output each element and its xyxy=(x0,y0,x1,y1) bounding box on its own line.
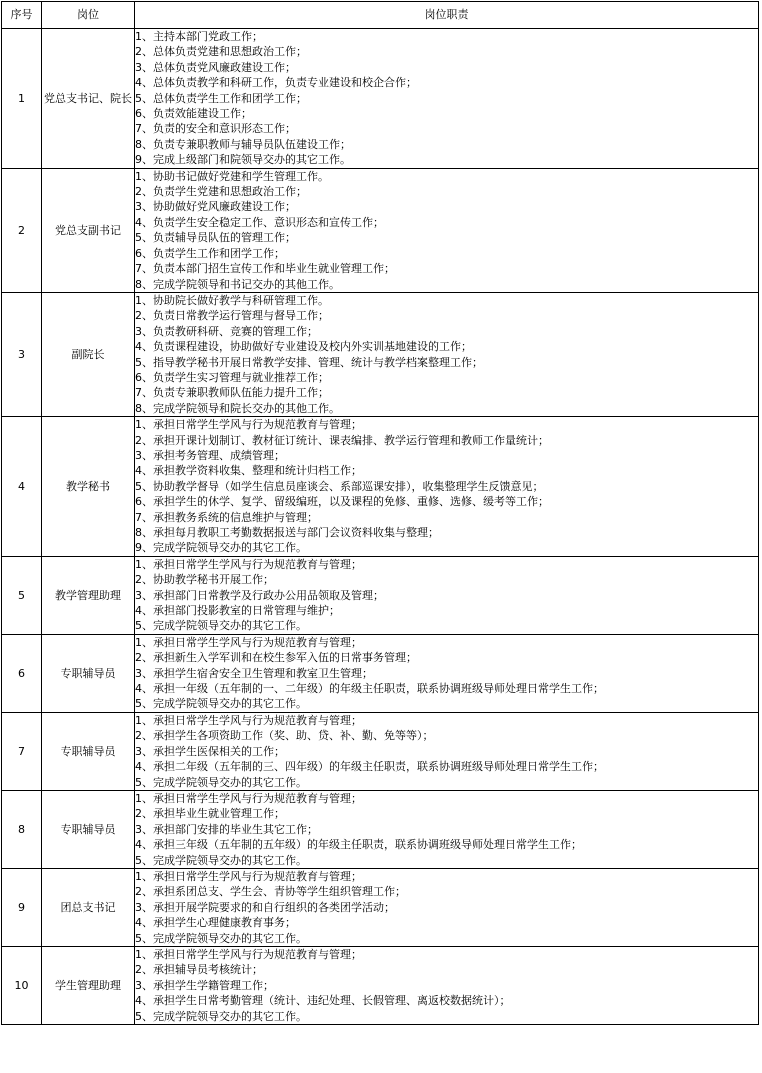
duty-item: 3、承担开展学院要求的和自行组织的各类团学活动； xyxy=(135,900,395,914)
duty-item: 7、负责的安全和意识形态工作； xyxy=(135,122,296,136)
duty-item: 8、完成学院领导和院长交办的其他工作。 xyxy=(135,401,340,415)
duty-item: 6、负责学生工作和团学工作； xyxy=(135,246,285,260)
header-row xyxy=(2,2,759,29)
duty-item: 8、负责专兼职教师与辅导员队伍建设工作； xyxy=(135,137,351,151)
duty-item: 4、负责课程建设，协助做好专业建设及校内外实训基地建设的工作； xyxy=(135,340,472,354)
duty-item: 9、完成上级部门和院领导交办的其它工作。 xyxy=(135,153,351,167)
duty-item: 4、承担一年级（五年制的一、二年级）的年级主任职责，联系协调班级导师处理日常学生工作； xyxy=(135,682,604,696)
duty-item: 1、主持本部门党政工作； xyxy=(135,30,263,43)
duty-item: 5、完成学院领导交办的其它工作。 xyxy=(135,619,307,633)
duties-cell xyxy=(135,868,759,946)
duty-item: 9、完成学院领导交办的其它工作。 xyxy=(135,541,307,555)
duty-item: 4、承担学生日常考勤管理（统计、违纪处理、长假管理、离返校数据统计）； xyxy=(135,994,511,1008)
table-row xyxy=(2,868,759,946)
table-row xyxy=(2,417,759,557)
duty-item: 6、承担学生的休学、复学、留级编班，以及课程的免修、重修、选修、缓考等工作； xyxy=(135,495,549,509)
duty-item: 5、协助教学督导（如学生信息员座谈会、系部巡课安排），收集整理学生反馈意见； xyxy=(135,479,544,493)
position-title: 教学秘书 xyxy=(42,417,135,557)
duties-cell xyxy=(135,790,759,868)
table-row xyxy=(2,634,759,712)
duty-item: 2、总体负责党建和思想政治工作； xyxy=(135,45,307,59)
table-row xyxy=(2,168,759,292)
position-title: 学生管理助理 xyxy=(42,946,135,1024)
position-title: 专职辅导员 xyxy=(42,712,135,790)
table-row xyxy=(2,712,759,790)
duties-cell xyxy=(135,712,759,790)
duty-item: 1、承担日常学生学风与行为规范教育与管理； xyxy=(135,635,362,649)
duty-item: 4、负责学生安全稳定工作、意识形态和宣传工作； xyxy=(135,215,384,229)
duty-item: 2、承担毕业生就业管理工作； xyxy=(135,807,285,821)
duty-item: 1、承担日常学生学风与行为规范教育与管理； xyxy=(135,418,362,432)
table-row xyxy=(2,292,759,416)
row-number: 4 xyxy=(2,417,42,557)
row-number: 5 xyxy=(2,556,42,634)
position-title: 专职辅导员 xyxy=(42,634,135,712)
row-number: 10 xyxy=(2,946,42,1024)
duty-item: 1、承担日常学生学风与行为规范教育与管理； xyxy=(135,947,362,961)
duty-item: 3、总体负责党风廉政建设工作； xyxy=(135,60,296,74)
position-title: 党总支副书记 xyxy=(42,168,135,292)
table-row xyxy=(2,556,759,634)
table-row xyxy=(2,790,759,868)
duty-item: 3、负责教研科研、竞赛的管理工作； xyxy=(135,324,318,338)
position-title: 专职辅导员 xyxy=(42,790,135,868)
row-number: 9 xyxy=(2,868,42,946)
duty-item: 1、承担日常学生学风与行为规范教育与管理； xyxy=(135,869,362,883)
duties-cell xyxy=(135,556,759,634)
duties-cell xyxy=(135,946,759,1024)
duty-item: 3、承担学生医保相关的工作； xyxy=(135,744,285,758)
duty-item: 4、总体负责教学和科研工作，负责专业建设和校企合作； xyxy=(135,76,417,90)
duty-item: 2、承担开课计划制订、教材征订统计、课表编排、教学运行管理和教师工作量统计； xyxy=(135,433,549,447)
duty-item: 3、承担考务管理、成绩管理； xyxy=(135,448,285,462)
duty-item: 3、承担部门日常教学及行政办公用品领取及管理； xyxy=(135,588,384,602)
duty-item: 1、协助书记做好党建和学生管理工作。 xyxy=(135,169,329,183)
job-duties-table xyxy=(1,1,759,1025)
duty-item: 5、指导教学秘书开展日常教学安排、管理、统计与教学档案整理工作； xyxy=(135,355,483,369)
duty-item: 6、负责效能建设工作； xyxy=(135,107,252,121)
duties-cell xyxy=(135,292,759,416)
table-row xyxy=(2,946,759,1024)
duty-item: 5、完成学院领导交办的其它工作。 xyxy=(135,775,307,789)
position-title: 团总支书记 xyxy=(42,868,135,946)
duty-item: 1、承担日常学生学风与行为规范教育与管理； xyxy=(135,791,362,805)
duty-item: 1、承担日常学生学风与行为规范教育与管理； xyxy=(135,557,362,571)
duty-item: 2、承担学生各项资助工作（奖、助、贷、补、勤、免等等）； xyxy=(135,729,434,743)
duty-item: 2、协助教学秘书开展工作； xyxy=(135,573,274,587)
row-number: 6 xyxy=(2,634,42,712)
duty-item: 4、承担部门投影教室的日常管理与维护； xyxy=(135,604,340,618)
header-duties: 岗位职责 xyxy=(135,2,759,29)
duty-item: 1、承担日常学生学风与行为规范教育与管理； xyxy=(135,713,362,727)
duty-item: 8、承担每月教职工考勤数据报送与部门会议资料收集与整理； xyxy=(135,526,439,539)
row-number: 2 xyxy=(2,168,42,292)
duty-item: 5、完成学院领导交办的其它工作。 xyxy=(135,931,307,945)
position-title: 党总支书记、院长 xyxy=(42,29,135,169)
duty-item: 1、协助院长做好教学与科研管理工作。 xyxy=(135,293,329,307)
duty-item: 5、完成学院领导交办的其它工作。 xyxy=(135,1009,307,1023)
row-number: 1 xyxy=(2,29,42,169)
row-number: 3 xyxy=(2,292,42,416)
row-number: 8 xyxy=(2,790,42,868)
duty-item: 5、完成学院领导交办的其它工作。 xyxy=(135,853,307,867)
duty-item: 7、承担教务系统的信息维护与管理； xyxy=(135,510,318,524)
header-position: 岗位 xyxy=(42,2,135,29)
duties-cell xyxy=(135,634,759,712)
duty-item: 6、负责学生实习管理与就业推荐工作； xyxy=(135,370,329,384)
duties-cell xyxy=(135,29,759,169)
duty-item: 2、承担系团总支、学生会、青协等学生组织管理工作； xyxy=(135,885,406,899)
duty-item: 8、完成学院领导和书记交办的其他工作。 xyxy=(135,277,340,291)
duty-item: 4、承担三年级（五年制的五年级）的年级主任职责，联系协调班级导师处理日常学生工作； xyxy=(135,838,582,852)
duty-item: 5、负责辅导员队伍的管理工作； xyxy=(135,231,296,245)
duty-item: 2、承担新生入学军训和在校生参军入伍的日常事务管理； xyxy=(135,651,417,665)
duty-item: 3、承担学生学籍管理工作； xyxy=(135,978,274,992)
header-serial-number: 序号 xyxy=(2,2,42,29)
duty-item: 4、承担学生心理健康教育事务； xyxy=(135,916,296,930)
duty-item: 3、承担学生宿舍安全卫生管理和教室卫生管理； xyxy=(135,666,373,680)
table-row xyxy=(2,29,759,169)
duty-item: 2、负责日常教学运行管理与督导工作； xyxy=(135,309,329,323)
duty-item: 3、承担部门安排的毕业生其它工作； xyxy=(135,822,318,836)
row-number: 7 xyxy=(2,712,42,790)
duty-item: 5、完成学院领导交办的其它工作。 xyxy=(135,697,307,711)
duty-item: 2、负责学生党建和思想政治工作； xyxy=(135,185,307,199)
duties-cell xyxy=(135,168,759,292)
duty-item: 4、承担教学资料收集、整理和统计归档工作； xyxy=(135,464,362,478)
position-title: 副院长 xyxy=(42,292,135,416)
duty-item: 5、总体负责学生工作和团学工作； xyxy=(135,91,307,105)
duty-item: 4、承担二年级（五年制的三、四年级）的年级主任职责，联系协调班级导师处理日常学生工作； xyxy=(135,760,604,774)
duty-item: 7、负责专兼职教师队伍能力提升工作； xyxy=(135,386,329,400)
position-title: 教学管理助理 xyxy=(42,556,135,634)
duty-item: 2、承担辅导员考核统计； xyxy=(135,963,263,977)
duty-item: 3、协助做好党风廉政建设工作； xyxy=(135,200,296,214)
duty-item: 7、负责本部门招生宣传工作和毕业生就业管理工作； xyxy=(135,262,395,276)
duties-cell xyxy=(135,417,759,557)
table-body xyxy=(2,29,759,1025)
